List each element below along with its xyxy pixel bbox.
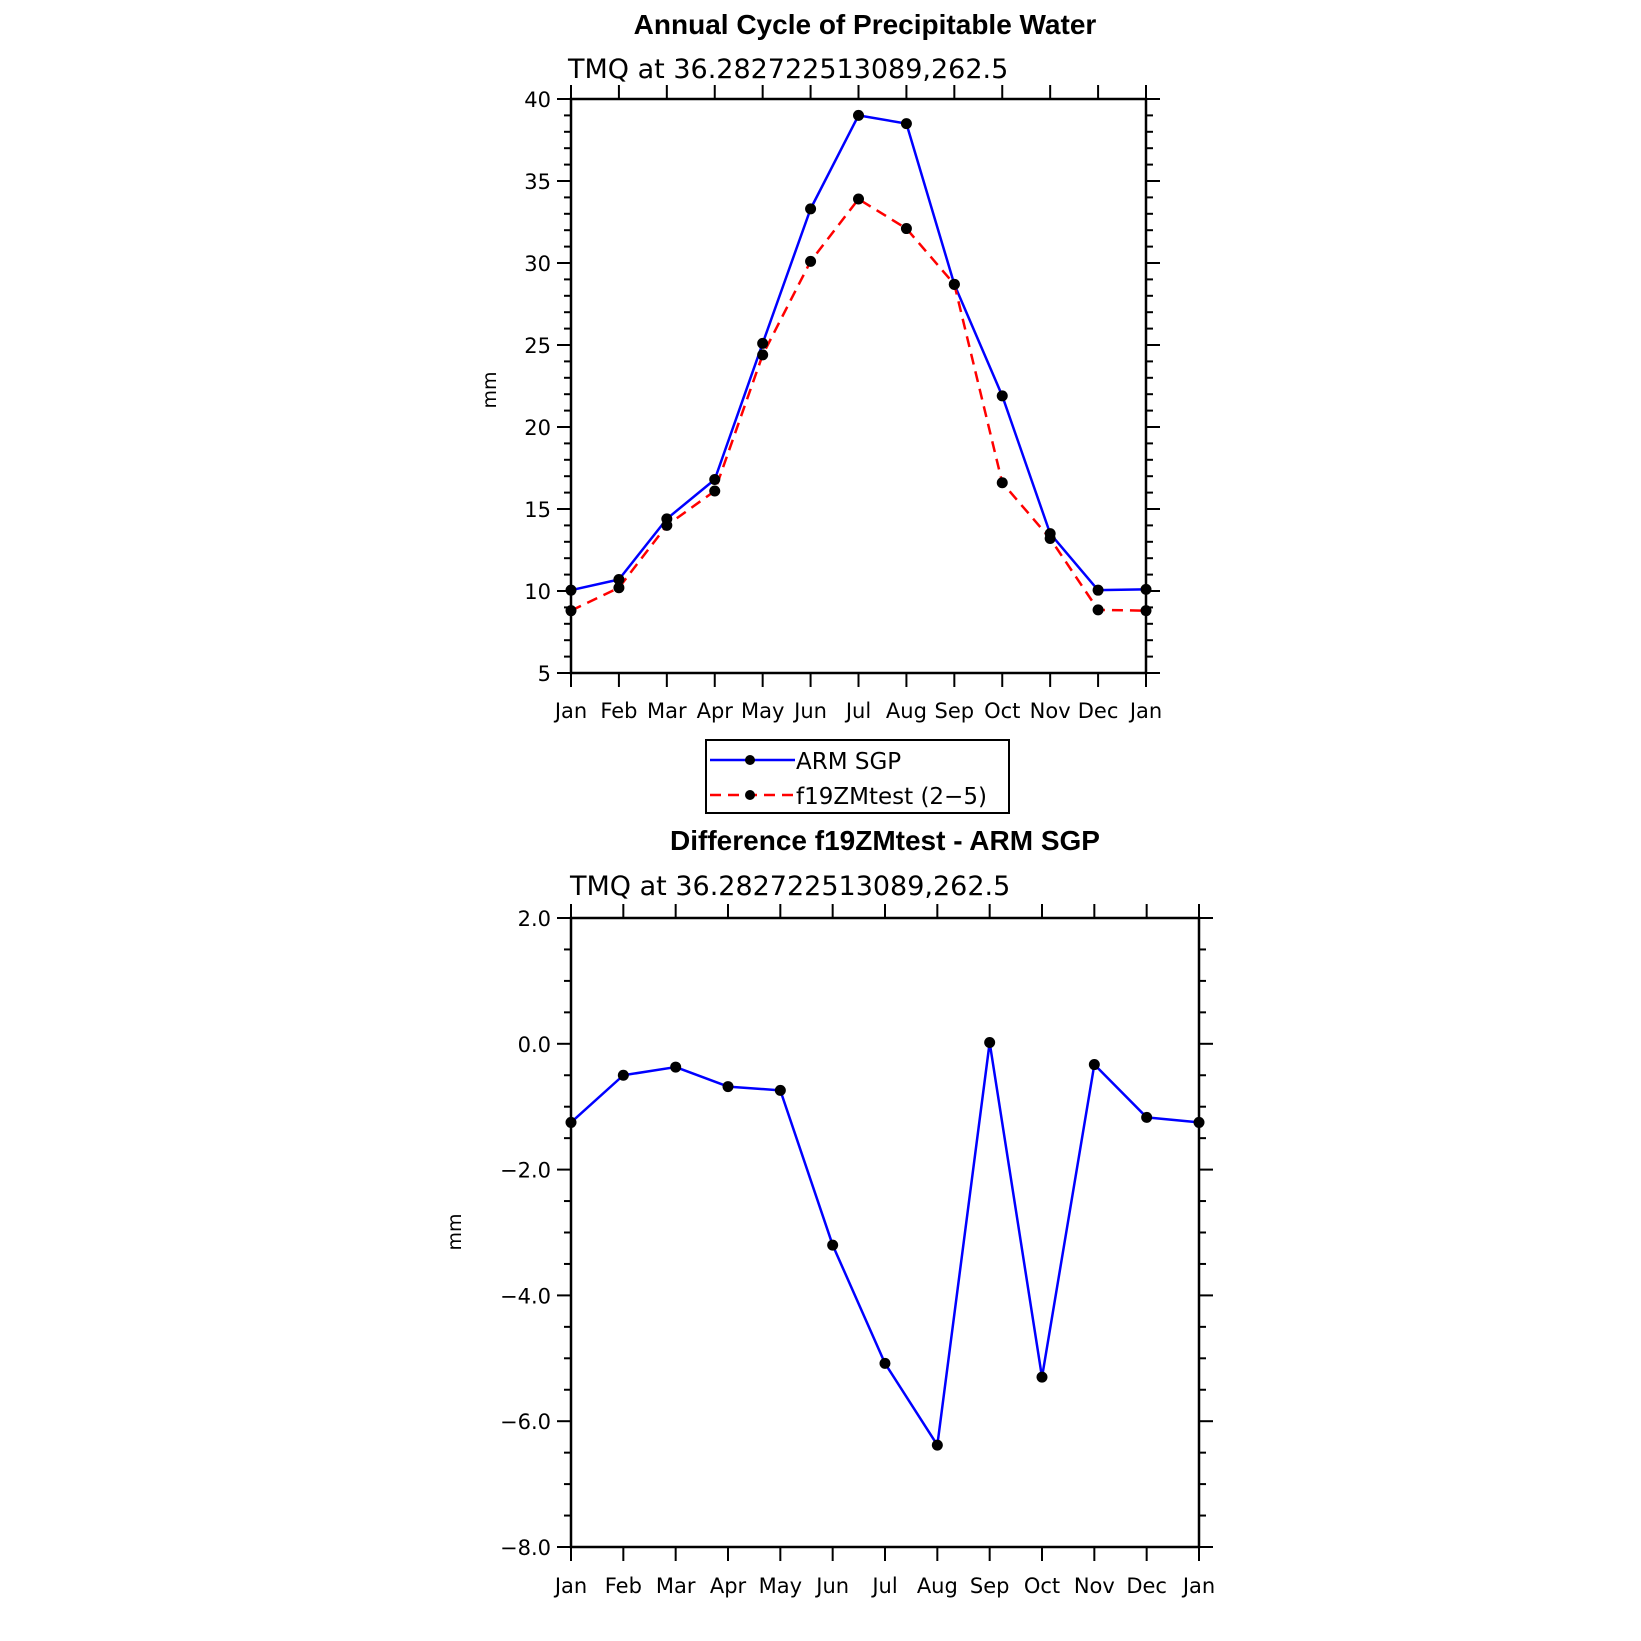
x-tick-label: Oct xyxy=(984,699,1021,723)
y-tick-label: 2.0 xyxy=(517,907,551,931)
y-axis-label: mm xyxy=(444,1213,466,1251)
data-point xyxy=(613,582,624,593)
data-point xyxy=(880,1358,891,1369)
data-point xyxy=(723,1081,734,1092)
difference-panel xyxy=(444,825,1215,1598)
data-point xyxy=(566,605,577,616)
data-point xyxy=(853,194,864,205)
x-tick-label: Dec xyxy=(1077,699,1119,723)
data-point xyxy=(949,279,960,290)
plot-frame xyxy=(571,918,1199,1547)
x-tick-label: Apr xyxy=(696,699,733,723)
data-point xyxy=(757,349,768,360)
x-tick-label: Nov xyxy=(1029,699,1071,723)
y-tick-label: 30 xyxy=(524,252,551,276)
series-line-0 xyxy=(571,1043,1199,1446)
x-tick-label: Jan xyxy=(554,1574,588,1598)
plot-area xyxy=(524,85,1162,723)
x-tick-label: Mar xyxy=(647,699,687,723)
legend-label-arm-sgp: ARM SGP xyxy=(796,749,902,775)
x-tick-label: Sep xyxy=(934,699,975,723)
x-tick-label: Jul xyxy=(845,699,872,723)
y-tick-label: 40 xyxy=(524,88,551,112)
y-tick-label: 0.0 xyxy=(517,1032,551,1057)
data-point xyxy=(997,390,1008,401)
plot-area xyxy=(500,904,1215,1598)
data-point xyxy=(1037,1372,1048,1383)
data-point xyxy=(670,1062,681,1073)
data-point xyxy=(932,1440,943,1451)
x-tick-label: Jun xyxy=(794,699,827,723)
chart-title: Difference f19ZMtest - ARM SGP xyxy=(670,825,1100,856)
chart-subtitle: TMQ at 36.282722513089,262.5 xyxy=(568,54,1009,85)
x-tick-label: Dec xyxy=(1126,1574,1167,1598)
series-line-0 xyxy=(571,115,1146,590)
data-point xyxy=(566,585,577,596)
y-tick-label: −4.0 xyxy=(500,1284,551,1309)
x-tick-label: Nov xyxy=(1073,1574,1115,1598)
data-point xyxy=(827,1240,838,1251)
data-point xyxy=(1194,1117,1205,1128)
y-tick-label: 25 xyxy=(524,334,551,358)
data-point xyxy=(661,520,672,531)
y-tick-label: 10 xyxy=(524,580,551,604)
x-tick-label: Jul xyxy=(872,1574,898,1598)
data-point xyxy=(984,1037,995,1048)
x-tick-label: Feb xyxy=(604,1574,642,1598)
legend-marker-arm-sgp xyxy=(745,755,755,765)
data-point xyxy=(1045,533,1056,544)
data-point xyxy=(805,203,816,214)
y-tick-label: −8.0 xyxy=(500,1536,551,1560)
y-tick-label: −6.0 xyxy=(500,1410,551,1435)
x-tick-label: Oct xyxy=(1023,1574,1061,1598)
series-lines xyxy=(571,115,1146,610)
data-point xyxy=(566,1117,577,1128)
series-lines xyxy=(571,1043,1199,1446)
data-point xyxy=(709,485,720,496)
data-point xyxy=(853,110,864,121)
series-markers xyxy=(566,110,1152,616)
x-tick-label: Jan xyxy=(554,699,588,723)
x-tick-label: May xyxy=(740,699,785,723)
series-markers xyxy=(566,1037,1205,1451)
data-point xyxy=(1093,604,1104,615)
y-tick-label: −2.0 xyxy=(500,1158,551,1183)
data-point xyxy=(775,1085,786,1096)
data-point xyxy=(997,477,1008,488)
legend-label-f19zmtest: f19ZMtest (2−5) xyxy=(796,784,987,810)
y-axis-label: mm xyxy=(479,371,501,409)
y-tick-label: 15 xyxy=(524,498,551,522)
x-tick-label: Aug xyxy=(885,699,927,723)
x-tick-label: May xyxy=(758,1574,803,1598)
series-line-1 xyxy=(571,199,1146,611)
x-tick-label: Jun xyxy=(816,1574,850,1598)
chart-subtitle: TMQ at 36.282722513089,262.5 xyxy=(570,871,1011,902)
x-tick-label: Aug xyxy=(916,1574,958,1598)
chart-title: Annual Cycle of Precipitable Water xyxy=(633,9,1097,40)
data-point xyxy=(1089,1059,1100,1070)
annual-cycle-panel xyxy=(479,9,1162,723)
data-point xyxy=(757,338,768,349)
data-point xyxy=(709,474,720,485)
data-point xyxy=(901,223,912,234)
data-point xyxy=(1141,1112,1152,1123)
data-point xyxy=(1141,605,1152,616)
legend-marker-f19zmtest xyxy=(745,790,755,800)
x-tick-label: Jan xyxy=(1129,699,1163,723)
x-tick-label: Apr xyxy=(709,1574,747,1598)
y-tick-label: 20 xyxy=(524,416,551,440)
y-tick-label: 35 xyxy=(524,170,551,194)
x-tick-label: Jan xyxy=(1182,1574,1216,1598)
x-tick-label: Feb xyxy=(600,699,638,723)
x-tick-label: Sep xyxy=(969,1574,1010,1598)
data-point xyxy=(1141,584,1152,595)
x-tick-label: Mar xyxy=(655,1574,696,1598)
data-point xyxy=(618,1070,629,1081)
y-tick-label: 5 xyxy=(537,662,551,686)
data-point xyxy=(901,118,912,129)
plot-frame xyxy=(571,99,1146,673)
data-point xyxy=(805,256,816,267)
legend xyxy=(706,740,1009,813)
data-point xyxy=(1093,585,1104,596)
